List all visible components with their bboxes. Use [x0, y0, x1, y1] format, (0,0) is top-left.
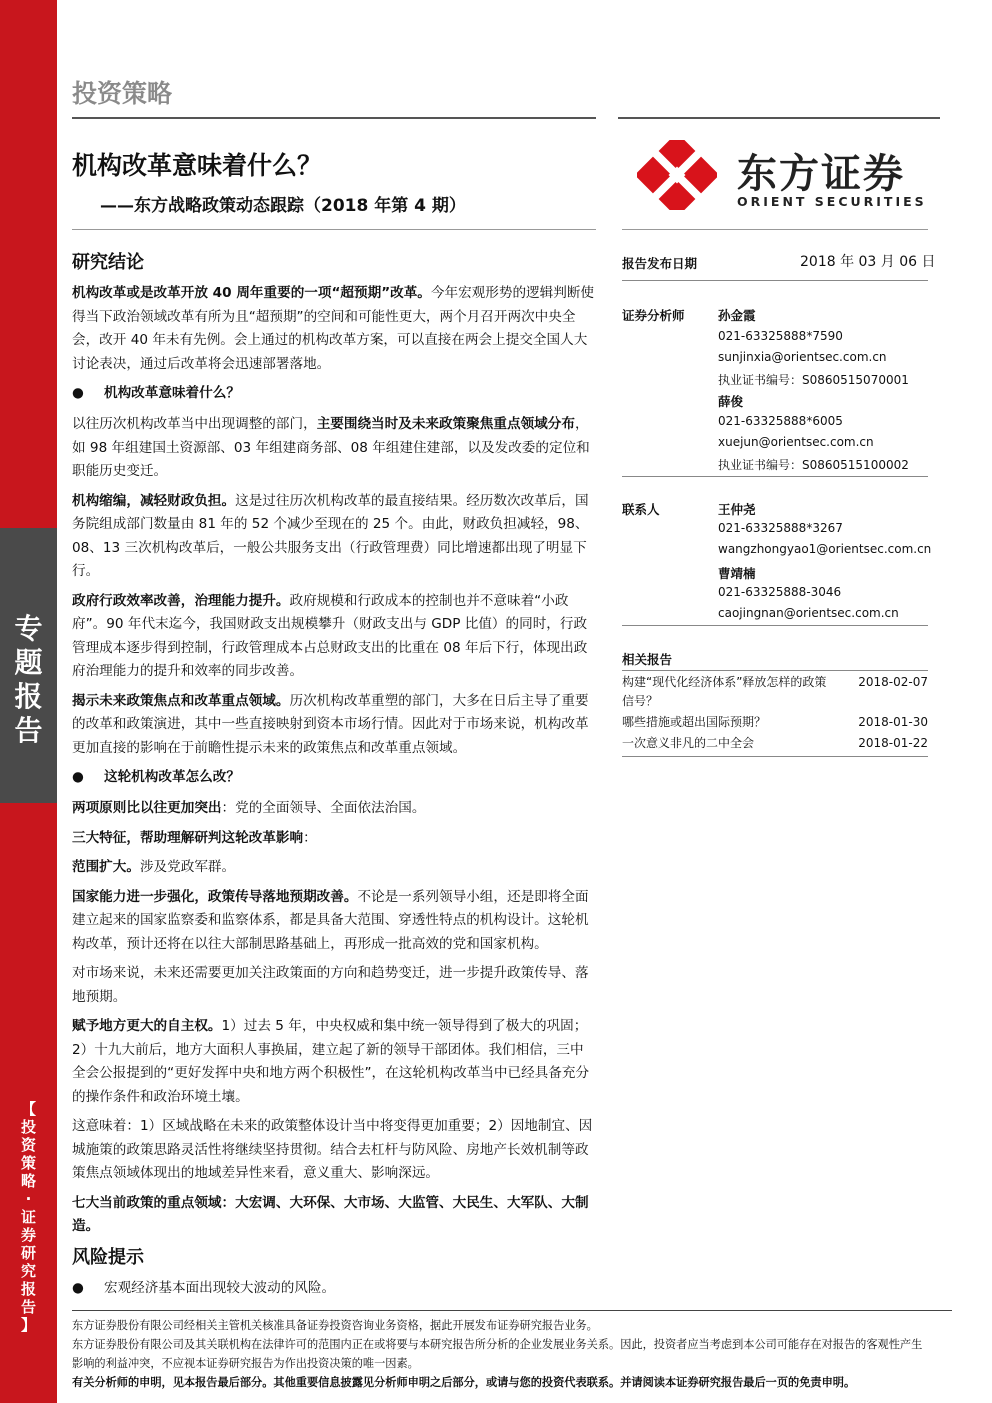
paragraph: 两项原则比以往更加突出：党的全面领导、全面依法治国。	[72, 800, 426, 816]
company-logo	[637, 140, 927, 210]
page-title: 机构改革意味着什么？	[72, 151, 323, 180]
title-rule	[72, 229, 596, 230]
analyst-email[interactable]: xuejun@orientsec.com.cn	[718, 435, 874, 449]
disclaimer-line: 有关分析师的申明，见本报告最后部分。其他重要信息披露见分析师申明之后部分，或请与您的投资代表联系。并请阅读本证券研究报告最后一页的免责申明。	[72, 1376, 856, 1389]
section-label: 投资策略	[72, 79, 173, 108]
paragraph: 机构缩编，减轻财政负担。这是过往历次机构改革的最直接结果。经历数次改革后，国务院组成部门数量由 81 年的 52 个减少至现在的 25 个。由此，财政负担减轻，98、08、13 三次机构改革后，一般公共服务支出（行政管理费）同比增速都出现了明显下行。	[72, 492, 589, 579]
contact-name: 王仲尧	[718, 502, 756, 517]
contact-phone: 021-63325888*3267	[718, 521, 843, 535]
paragraph: 政府行政效率改善，治理能力提升。政府规模和行政成本的控制也并不意味着“小政府”。90 年代末迄今，我国财政支出规模攀升（财政支出与 GDP 比值）的同时，行政管理成本逐步得到控制，行政管理成本占总财政支出的比重在 08 年后下行，体现出政府治理能力的提升和效率的同步改善。	[72, 592, 588, 679]
analyst-email[interactable]: sunjinxia@orientsec.com.cn	[718, 350, 887, 364]
divider	[622, 670, 928, 671]
analyst-phone: 021-63325888*6005	[718, 414, 843, 428]
bullet-heading: ● 机构改革意味着什么？	[72, 385, 240, 401]
contact-phone: 021-63325888-3046	[718, 585, 842, 599]
paragraph: 对市场来说，未来还需要更加关注政策面的方向和趋势变迁，进一步提升政策传导、落地预期。	[72, 965, 589, 1005]
divider	[622, 625, 928, 626]
disclaimer-line: 东方证券股份有限公司经相关主管机关核准具备证券投资咨询业务资格，据此开展发布证券研究报告业务。	[72, 1319, 598, 1332]
risk-item: ● 宏观经济基本面出现较大波动的风险。	[72, 1279, 336, 1296]
disclaimer-line: 影响的利益冲突，不应视本证券研究报告为作出投资决策的唯一因素。	[72, 1357, 419, 1370]
related-label: 相关报告	[622, 652, 673, 667]
bullet-heading: ● 这轮机构改革怎么改？	[72, 769, 240, 785]
analyst-cert: 执业证书编号：S0860515100002	[718, 458, 909, 472]
footer-rule	[72, 1310, 952, 1311]
page-subtitle: ——东方战略政策动态跟踪（2018 年第 4 期）	[100, 196, 466, 216]
related-report-item[interactable]: 哪些措施或超出国际预期？ 2018-01-30	[622, 715, 928, 729]
related-report-item[interactable]: 构建“现代化经济体系”释放怎样的政策 信号？ 2018-02-07	[622, 675, 928, 708]
sidebar-band	[0, 0, 57, 1403]
paragraph: 七大当前政策的重点领域：大宏调、大环保、大市场、大监管、大民生、大军队、大制造。	[72, 1194, 589, 1234]
conclusion-heading: 研究结论	[72, 252, 144, 273]
paragraph: 以往历次机构改革当中出现调整的部门，主要围绕当时及未来政策聚焦重点领域分布，如 98 年组建国土资源部、03 年组建商务部、08 年组建住建部，以及发改委的定位和职能历史变迁。	[72, 416, 590, 479]
paragraph: 赋予地方更大的自主权。1）过去 5 年，中央权威和集中统一领导得到了极大的巩固；2）十九大前后，地方大面积人事换届，建立起了新的领导干部团体。我们相信，三中全会公报提到的“更好发挥中央和地方两个积极性”，在这轮机构改革当中已经具备充分的操作条件和政治环境土壤。	[72, 1018, 590, 1105]
contact-label: 联系人	[622, 502, 660, 517]
paragraph: 范围扩大。涉及党政军群。	[72, 859, 236, 875]
date-value: 2018 年 03 月 06 日	[800, 254, 936, 270]
divider	[622, 280, 928, 281]
logo-rule	[622, 229, 928, 230]
sidebar-series-label: 【 投 资 策 略 · 证 券 研 究 报 告 】	[20, 1100, 36, 1334]
analyst-name: 薛俊	[718, 394, 744, 409]
logo-english-name: ORIENT SECURITIES	[737, 194, 927, 209]
related-report-item[interactable]: 一次意义非凡的二中全会 2018-01-22	[622, 736, 928, 750]
divider	[622, 756, 928, 757]
analyst-phone: 021-63325888*7590	[718, 329, 843, 343]
date-label: 报告发布日期	[622, 256, 698, 271]
header-rule-right	[618, 117, 940, 119]
divider	[622, 476, 928, 477]
analyst-label: 证券分析师	[622, 308, 685, 323]
analyst-cert: 执业证书编号：S0860515070001	[718, 373, 909, 387]
contact-email[interactable]: caojingnan@orientsec.com.cn	[718, 606, 899, 620]
risk-heading: 风险提示	[72, 1246, 144, 1268]
contact-email[interactable]: wangzhongyao1@orientsec.com.cn	[718, 542, 932, 556]
contact-name: 曹靖楠	[718, 566, 756, 581]
main-content	[72, 250, 596, 1308]
analyst-name: 孙金霞	[718, 308, 756, 323]
paragraph: 国家能力进一步强化，政策传导落地预期改善。不论是一系列领导小组，还是即将全面建立起来的国家监察委和监察体系，都是具备大范围、穿透性特点的机构设计。这轮机构改革，预计还将在以往大部制思路基础上，再形成一批高效的党和国家机构。	[72, 888, 589, 952]
disclaimer-line: 东方证券股份有限公司及其关联机构在法律许可的范围内正在或将要与本研究报告所分析的企业发展业务关系。因此，投资者应当考虑到本公司可能存在对报告的客观性产生	[72, 1338, 923, 1351]
logo-chinese-name: 东方证券	[737, 151, 905, 197]
paragraph: 三大特征，帮助理解研判这轮改革影响：	[72, 829, 317, 846]
paragraph: 机构改革或是改革开放 40 周年重要的一项“超预期”改革。今年宏观形势的逻辑判断使得当下政治领域改革有所为且“超预期”的空间和可能性更大，两个月召开两次中央全会，改开 40 年未有先例。会上通过的机构改革方案，可以直接在两会上提交全国人大讨论表决，通过后改革将会迅速部署落地。	[72, 285, 595, 372]
disclaimer-footer	[72, 1316, 952, 1392]
paragraph: 揭示未来政策焦点和改革重点领域。历次机构改革重塑的部门，大多在日后主导了重要的改革和政策演进，其中一些直接映射到资本市场行情。因此对于市场来说，机构改革更加直接的影响在于前瞻性提示未来的政策焦点和改革重点领域。	[72, 692, 589, 756]
paragraph: 这意味着：1）区域战略在未来的政策整体设计当中将变得更加重要；2）因地制宜、因城施策的政策思路灵活性将继续坚持贯彻。结合去杠杆与防风险、房地产长效机制等政策焦点领域体现出的地域差异性来看，意义重大、影响深远。	[72, 1118, 593, 1181]
header-rule-left	[72, 117, 596, 119]
sidebar-topic-label: 专 题 报 告	[14, 612, 43, 747]
logo-mark-icon	[637, 140, 717, 210]
